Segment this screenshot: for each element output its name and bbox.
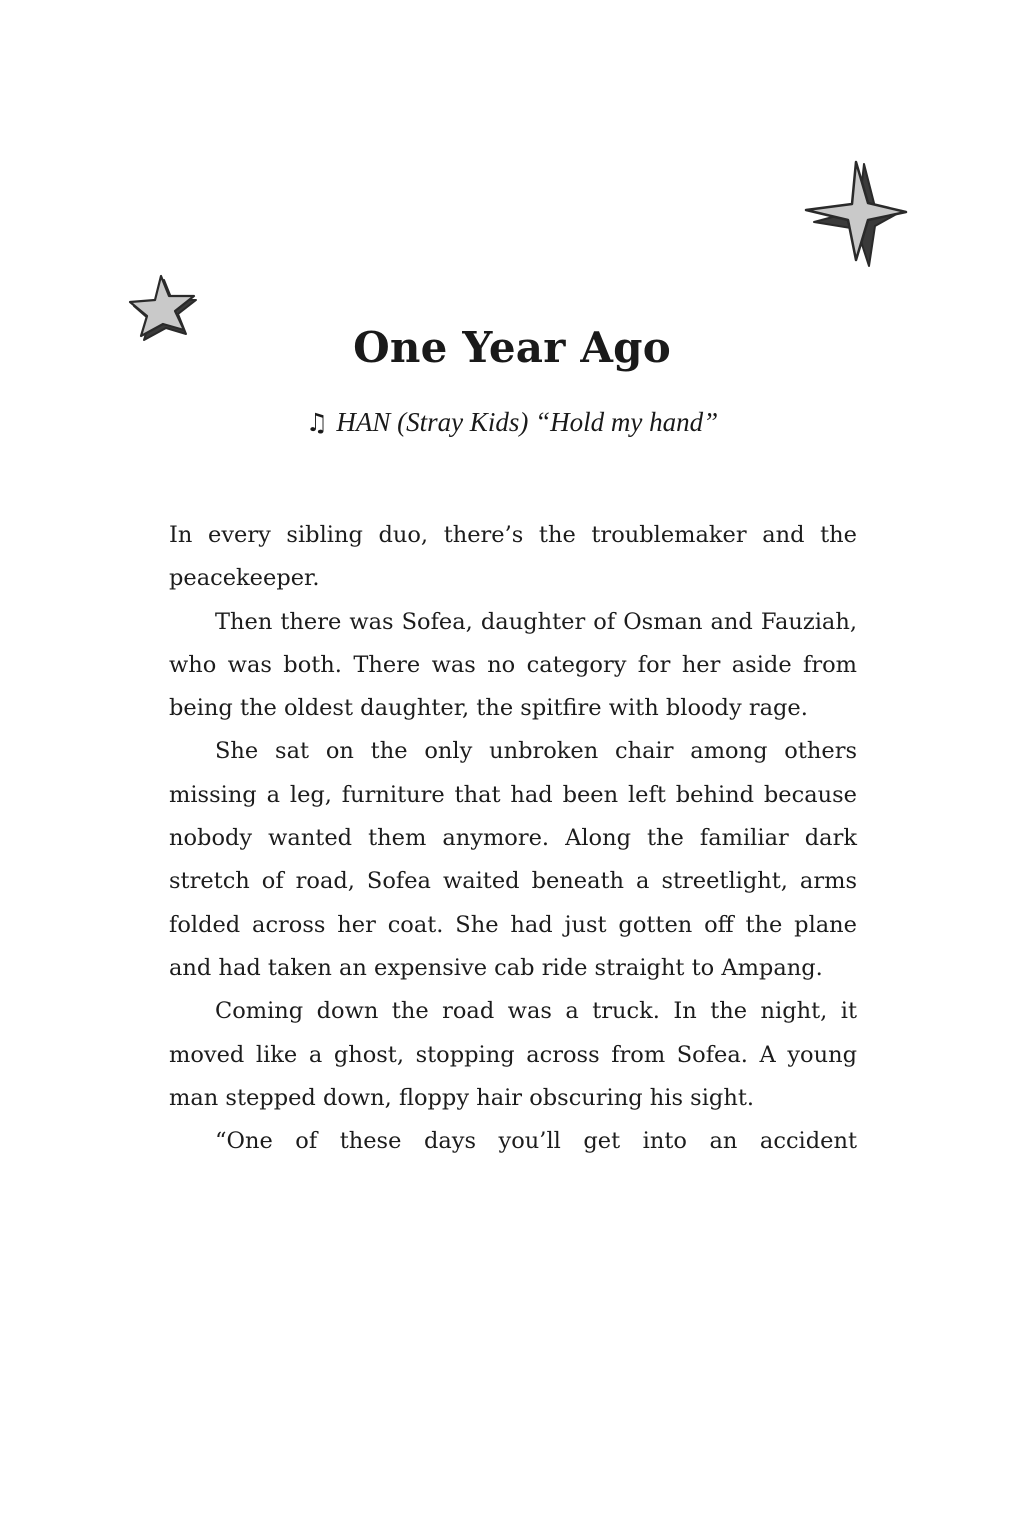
song-credit-text: HAN (Stray Kids) “Hold my hand” bbox=[336, 407, 719, 437]
song-credit bbox=[0, 402, 1024, 443]
body-paragraph: Then there was Sofea, daughter of Osman and Fauziah, who was both. There was no category for her aside from being the oldest daughter, the spitfire with bloody rage. bbox=[169, 608, 857, 722]
chapter-title: One Year Ago bbox=[353, 323, 671, 372]
body-paragraph: She sat on the only unbroken chair among others missing a leg, furniture that had been left behind because nobody wanted them anymore. Along the familiar dark stretch of road, Sofea waited beneath a streetlight, arms folded across her coat. She had just gotten off the plane and had taken an expensive cab ride straight to Ampang. bbox=[169, 738, 857, 981]
star-icon bbox=[798, 158, 910, 270]
body-paragraph: Coming down the road was a truck. In the night, it moved like a ghost, stopping across from Sofea. A young man stepped down, floppy hair obscuring his sight. bbox=[169, 998, 857, 1111]
body-paragraph: “One of these days you’ll get into an accident bbox=[215, 1128, 857, 1155]
chapter-body bbox=[169, 514, 857, 1163]
music-note-icon: ♫ bbox=[305, 408, 329, 437]
body-paragraph: In every sibling duo, there’s the troublemaker and the peacekeeper. bbox=[169, 522, 857, 592]
